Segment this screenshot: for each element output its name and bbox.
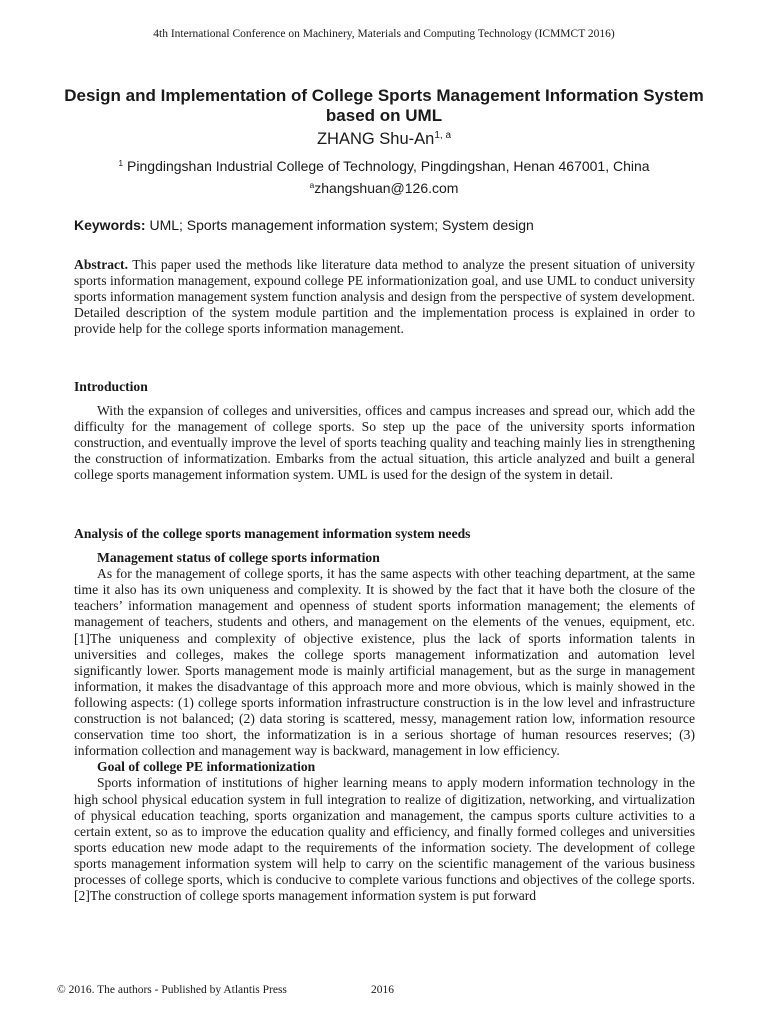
author-line <box>0 130 768 149</box>
conference-header: 4th International Conference on Machinery, Materials and Computing Technology (ICMMCT 2016) <box>153 28 615 40</box>
footer-copyright: © 2016. The authors - Published by Atlantis Press <box>57 984 287 996</box>
management-status-text: As for the management of college sports, it has the same aspects with other teaching department, at the same time it also has its own uniqueness and complexity. It is showed by the fact that it have both the closure of the teachers’ information management and openness of student sports information management; the elements of management of teachers, students and others, and management on the elements of the venues, equipment, etc. [1]The uniqueness and complexity of objective existence, plus the lack of sports information talents in universities and colleges, makes the college sports management informatization and automation level significantly lower. Sports management mode is mainly artificial management, but as the surge in management information, it makes the disadvantage of this approach more and more obvious, which is mainly showed in the following aspects: (1) college sports information infrastructure construction is in the low level and infrastructure construction is not balanced; (2) data storing is scattered, messy, management ration low, information resource conservation time too short, the informatization is in a serious shortage of human resources reserves; (3) information collection and management way is backward, management in low efficiency. <box>74 566 695 759</box>
paper-title: Design and Implementation of College Sports Management Information System based on UML <box>64 86 704 125</box>
affiliation-superscript: 1 <box>118 158 124 168</box>
email-address: zhangshuan@126.com <box>314 180 459 196</box>
management-status-subheading: Management status of college sports information <box>97 550 380 566</box>
author-name: ZHANG Shu-An <box>316 130 435 148</box>
abstract-text: This paper used the methods like literature data method to analyze the present situation of university sports information management, expound college PE informationization goal, and use UML to conduct university sports information management system function analysis and design from the perspective of system development. Detailed description of the system module partition and the implementation process is explained in order to provide help for the college sports information management. <box>74 257 696 337</box>
pe-goal-text: Sports information of institutions of higher learning means to apply modern information technology in the high school physical education system in full integration to realize of digitization, networking, and virtualization of physical education teaching, sports organization and management, the campus sports culture activities to a certain extent, so as to improve the education quality and efficiency, and finally formed colleges and universities sports education new mode adapt to the requirements of the information society. The development of college sports management information system will help to carry on the scientific management of the various business processes of college sports, which is conducive to complete various functions and objectives of the college sports. [2]The construction of college sports management information system is put forward <box>74 775 695 904</box>
introduction-section <box>74 379 695 484</box>
keywords-text: UML; Sports management information system; System design <box>149 217 534 233</box>
author-email <box>0 180 768 196</box>
author-superscript: 1, a <box>434 130 452 141</box>
affiliation-text: Pingdingshan Industrial College of Technology, Pingdingshan, Henan 467001, China <box>127 158 650 174</box>
abstract-section <box>74 257 695 337</box>
pe-goal-subheading: Goal of college PE informationization <box>97 759 316 775</box>
introduction-heading: Introduction <box>74 379 148 394</box>
abstract-label: Abstract. <box>74 257 128 272</box>
analysis-heading: Analysis of the college sports management information system needs <box>74 526 471 541</box>
keywords-label: Keywords: <box>74 217 146 233</box>
analysis-section <box>74 526 695 904</box>
footer-year: 2016 <box>371 984 394 996</box>
keywords <box>74 217 696 233</box>
email-superscript: a <box>309 180 315 190</box>
introduction-text: With the expansion of colleges and universities, offices and campus increases and spread our, which add the difficulty for the management of college sports. So step up the pace of the university sports information construction, and eventually improve the level of sports teaching quality and teaching mainly lies in strengthening the construction of informatization. Embarks from the actual situation, this article analyzed and built a general college sports management information system. UML is used for the design of the system in detail. <box>74 403 695 483</box>
affiliation <box>0 158 768 174</box>
